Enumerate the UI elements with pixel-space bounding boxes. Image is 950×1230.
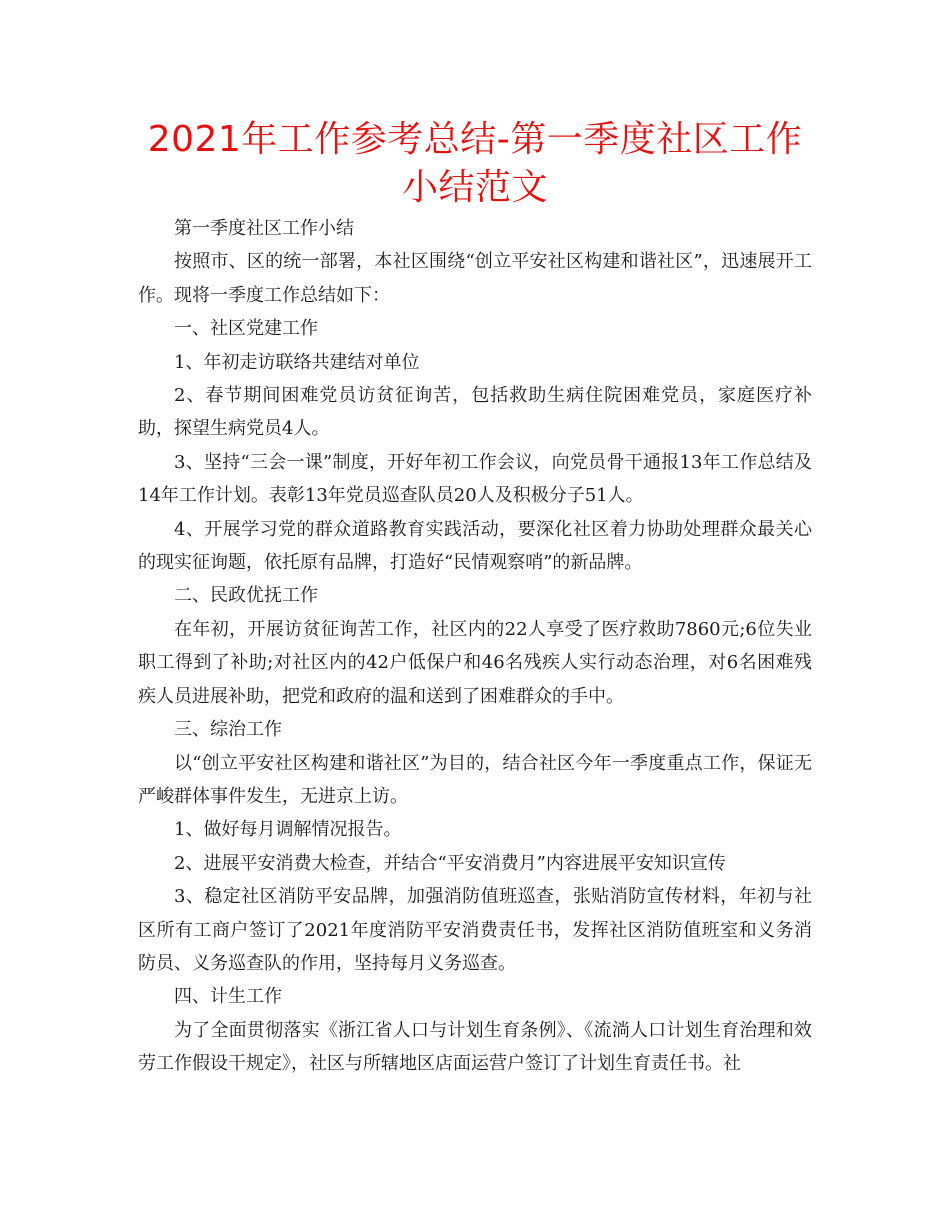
- security-item-2: 2、进展平安消费大检查，并结合“平安消费月”内容进展平安知识宣传: [174, 852, 726, 874]
- party-item-4: 4、开展学习党的群众道路教育实践活动，要深化社区着力协助处理群众最关心的现实征询题，依托原有品牌，打造好“民情观察哨”的新品牌。: [138, 518, 812, 574]
- section-heading-security: 三、综治工作: [174, 719, 282, 741]
- document-body: [138, 212, 812, 1081]
- civil-paragraph: 在年初，开展访贫征询苦工作，社区内的22人享受了医疗救助7860元;6位失业职工得到了补助;对社区内的42户低保户和46名残疾人实行动态治理，对6名困难残疾人员进展补助，把党和政府的温和送到了困难群众的手中。: [138, 618, 812, 707]
- party-item-3: 3、坚持“三会一课”制度，开好年初工作会议，向党员骨干通报13年工作总结及14年工作计划。表彰13年党员巡查队员20人及积极分子51人。: [138, 451, 812, 507]
- security-item-1: 1、做好每月调解情况报告。: [174, 819, 402, 841]
- party-item-1: 1、年初走访联络共建结对单位: [174, 351, 420, 373]
- subtitle-paragraph: 第一季度社区工作小结: [174, 218, 354, 239]
- section-heading-civil: 二、民政优抚工作: [174, 585, 318, 607]
- family-planning-paragraph: 为了全面贯彻落实《浙江省人口与计划生育条例》、《流淌人口计划生育治理和效劳工作假设干规定》，社区与所辖地区店面运营户签订了计划生育责任书。社: [138, 1019, 812, 1075]
- security-paragraph: 以“创立平安社区构建和谐社区”为目的，结合社区今年一季度重点工作，保证无严峻群体事件发生，无进京上访。: [138, 752, 812, 807]
- party-item-2: 2、春节期间困难党员访贫征询苦，包括救助生病住院困难党员，家庭医疗补助，探望生病党员4人。: [138, 385, 812, 440]
- intro-paragraph: 按照市、区的统一部署，本社区围绕“创立平安社区构建和谐社区”，迅速展开工作。现将一季度工作总结如下：: [138, 251, 812, 306]
- document-title: 2021年工作参考总结-第一季度社区工作小结范文: [147, 119, 803, 208]
- security-item-3: 3、稳定社区消防平安品牌，加强消防值班巡查，张贴消防宣传材料，年初与社区所有工商户签订了2021年度消防平安消费责任书，发挥社区消防值班室和义务消防员、义务巡查队的作用，坚持每月义务巡查。: [138, 886, 812, 974]
- section-heading-family-planning: 四、计生工作: [174, 986, 282, 1008]
- section-heading-party: 一、社区党建工作: [174, 318, 318, 340]
